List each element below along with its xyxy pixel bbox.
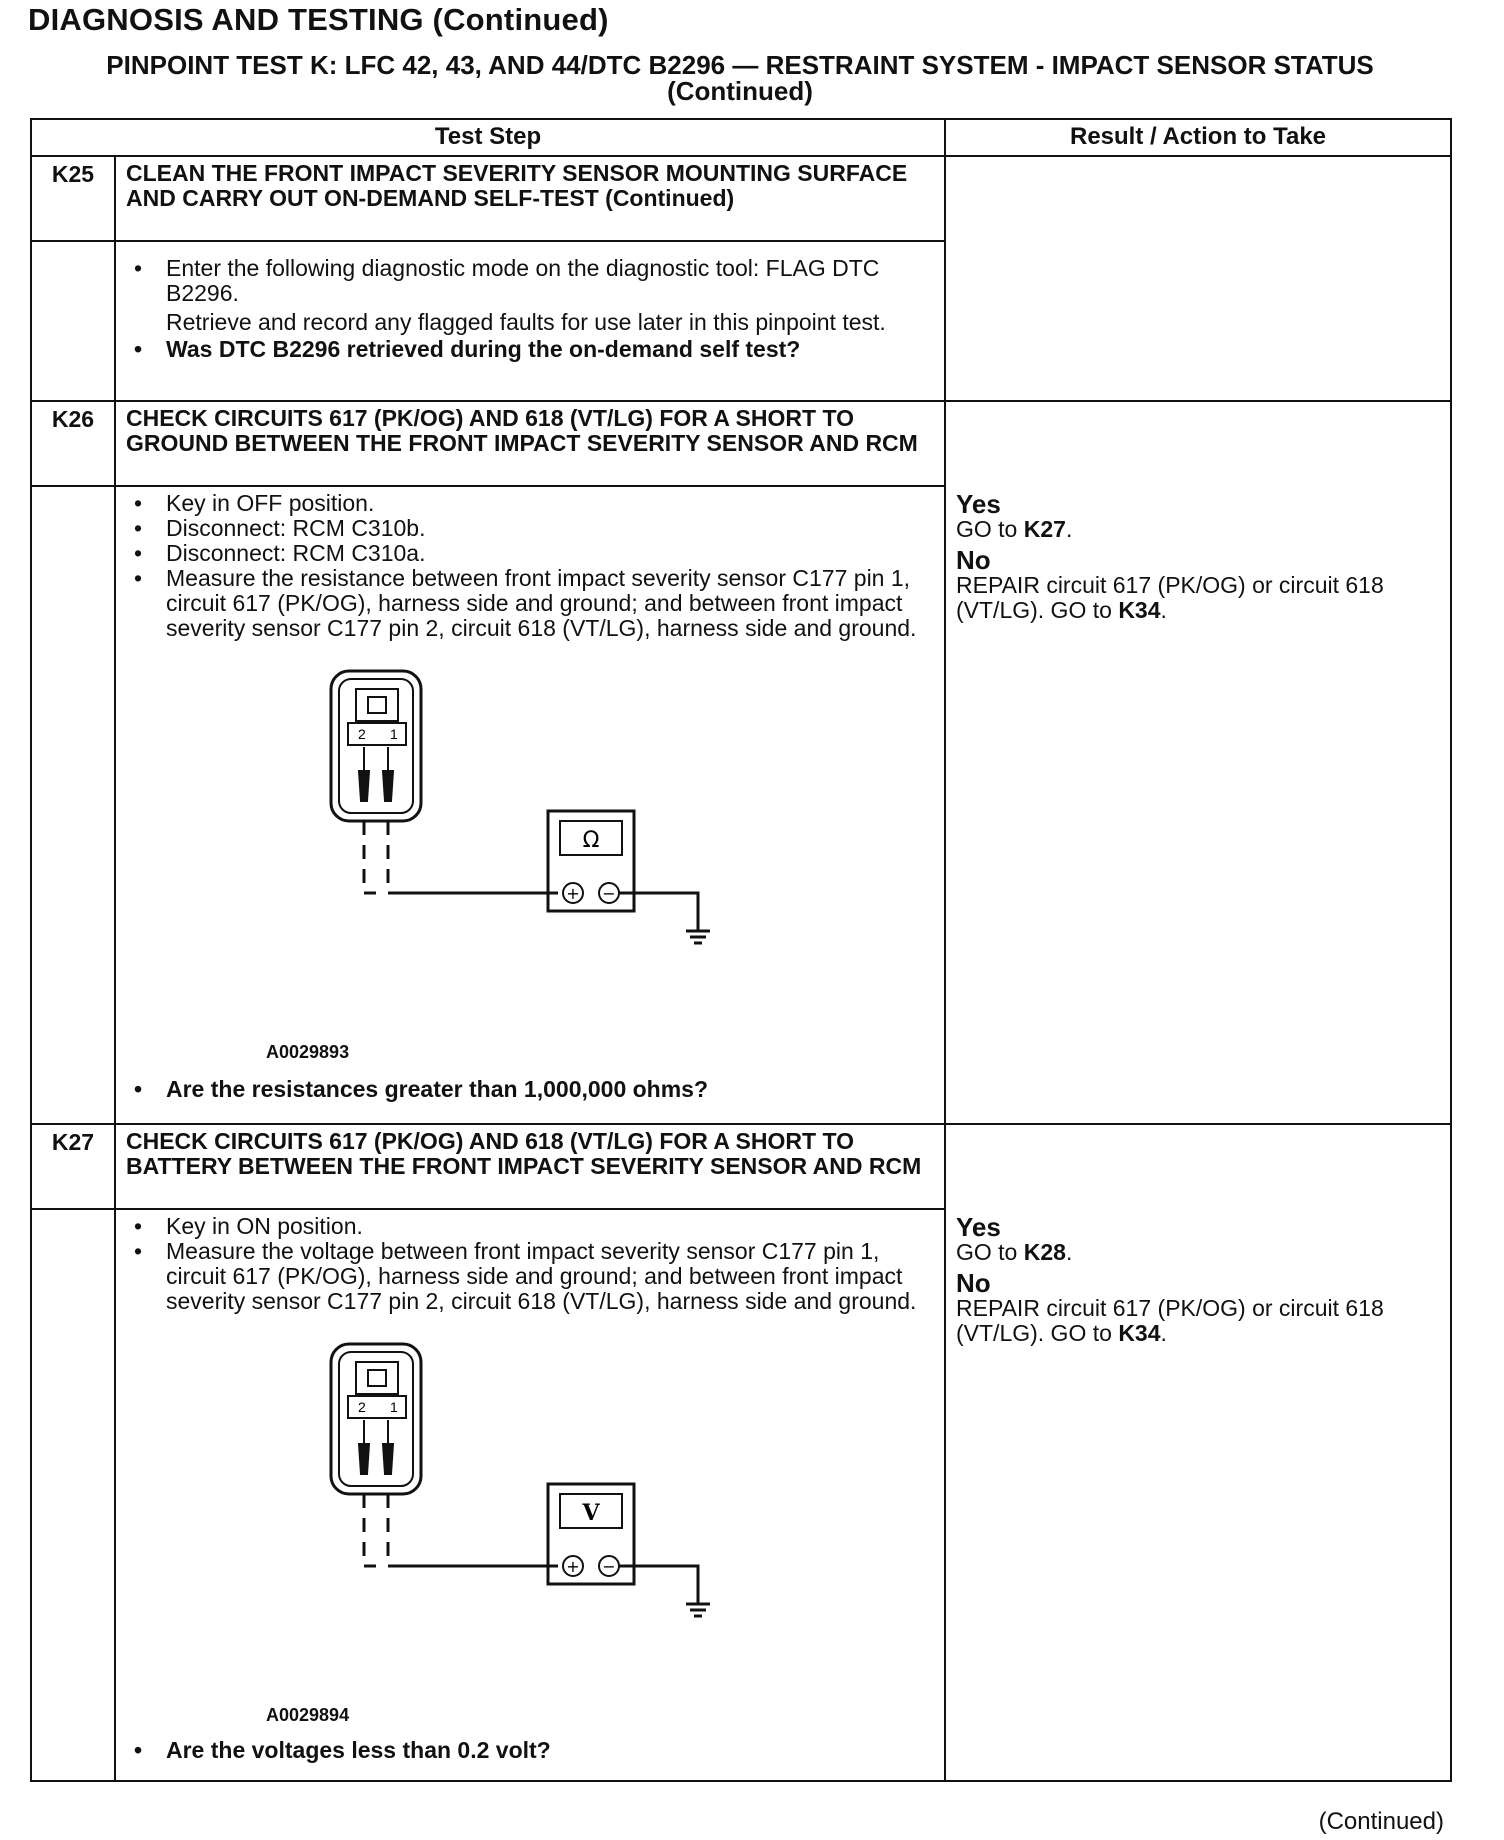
result-no-label: No [956, 545, 991, 575]
voltmeter-diagram [126, 1314, 946, 1734]
pinpoint-test-title-line1: PINPOINT TEST K: LFC 42, 43, AND 44/DTC B2296 — RESTRAINT SYSTEM - IMPACT SENSOR STATUS [106, 50, 1374, 80]
step-row-k25 [31, 156, 1451, 241]
step-bullet: • Measure the voltage between front impact severity sensor C177 pin 1, circuit 617 (PK/OG), harness side and ground; and between front impact severity sensor C177 pin 2, circuit 618 (VT/LG), harness side and ground. [126, 1239, 934, 1314]
pinpoint-test-table [30, 118, 1452, 1782]
svg-text:+: + [566, 1557, 580, 1576]
step-note: Retrieve and record any flagged faults for use later in this pinpoint test. [166, 309, 886, 335]
step-body [115, 241, 945, 401]
step-row-k26 [31, 401, 1451, 486]
step-bullet: • Disconnect: RCM C310b. [126, 516, 934, 541]
svg-text:−: − [602, 884, 616, 903]
step-code: K27 [31, 1124, 115, 1209]
meter-symbol: Ω [582, 828, 600, 853]
meter-symbol: V [582, 1500, 600, 1526]
connector-meter-figure [126, 1314, 934, 1734]
step-code-spacer [31, 241, 115, 401]
result-yes-label: Yes [956, 489, 1001, 519]
step-bullet: • Key in OFF position. [126, 491, 934, 516]
svg-text:1: 1 [390, 1399, 398, 1415]
result-cell [945, 401, 1451, 1124]
result-cell-empty [945, 156, 1451, 401]
step-body [115, 486, 945, 1124]
svg-text:+: + [566, 884, 580, 903]
result-no-action: REPAIR circuit 617 (PK/OG) or circuit 618 (VT/LG). GO to K34. [956, 572, 1384, 623]
svg-text:−: − [602, 1557, 616, 1576]
figure-id: A0029894 [266, 1705, 350, 1725]
result-no-action: REPAIR circuit 617 (PK/OG) or circuit 618 (VT/LG). GO to K34. [956, 1295, 1384, 1346]
pinpoint-test-title-line2: (Continued) [667, 76, 813, 106]
column-header-test-step: Test Step [31, 119, 945, 156]
connector-meter-figure [126, 641, 934, 1071]
result-cell [945, 1124, 1451, 1781]
goto-link: K28 [1023, 1239, 1066, 1265]
result-yes-action: GO to K28. [956, 1239, 1073, 1265]
step-row-k27 [31, 1124, 1451, 1209]
page-title: DIAGNOSIS AND TESTING (Continued) [28, 2, 609, 37]
step-bullet: • Measure the resistance between front impact severity sensor C177 pin 1, circuit 617 (PK/OG), harness side and ground; and between front impact severity sensor C177 pin 2, circuit 618 (VT/LG), harness side and ground. [126, 566, 934, 641]
figure-id: A0029893 [266, 1042, 350, 1062]
step-title: CHECK CIRCUITS 617 (PK/OG) AND 618 (VT/LG) FOR A SHORT TO GROUND BETWEEN THE FRONT IMPACT SEVERITY SENSOR AND RCM [115, 401, 945, 486]
pinpoint-test-title [30, 52, 1450, 104]
step-bullet: • Disconnect: RCM C310a. [126, 541, 934, 566]
step-bullet: • Enter the following diagnostic mode on the diagnostic tool: FLAG DTC B2296. [126, 256, 934, 306]
result-no-label: No [956, 1268, 991, 1298]
table-header-row [31, 119, 1451, 156]
step-title: CHECK CIRCUITS 617 (PK/OG) AND 618 (VT/LG) FOR A SHORT TO BATTERY BETWEEN THE FRONT IMPACT SEVERITY SENSOR AND RCM [115, 1124, 945, 1209]
step-bullet: • Key in ON position. [126, 1214, 934, 1239]
step-code-spacer [31, 1209, 115, 1781]
step-question: • Are the voltages less than 0.2 volt? [126, 1738, 934, 1763]
step-code: K26 [31, 401, 115, 486]
continued-note: (Continued) [1318, 1808, 1444, 1835]
step-body [115, 1209, 945, 1781]
svg-text:2: 2 [358, 1399, 366, 1415]
svg-text:1: 1 [390, 726, 398, 742]
column-header-result: Result / Action to Take [945, 119, 1451, 156]
goto-link: K34 [1118, 597, 1161, 623]
step-code: K25 [31, 156, 115, 241]
goto-link: K27 [1023, 516, 1066, 542]
step-question: • Are the resistances greater than 1,000,000 ohms? [126, 1077, 934, 1102]
result-yes-action: GO to K27. [956, 516, 1073, 542]
goto-link: K34 [1118, 1320, 1161, 1346]
svg-text:2: 2 [358, 726, 366, 742]
result-yes-label: Yes [956, 1212, 1001, 1242]
step-title: CLEAN THE FRONT IMPACT SEVERITY SENSOR MOUNTING SURFACE AND CARRY OUT ON-DEMAND SELF-TEST (Continued) [115, 156, 945, 241]
step-question: • Was DTC B2296 retrieved during the on-demand self test? [126, 337, 934, 362]
step-code-spacer [31, 486, 115, 1124]
ohmmeter-diagram [126, 641, 946, 1071]
